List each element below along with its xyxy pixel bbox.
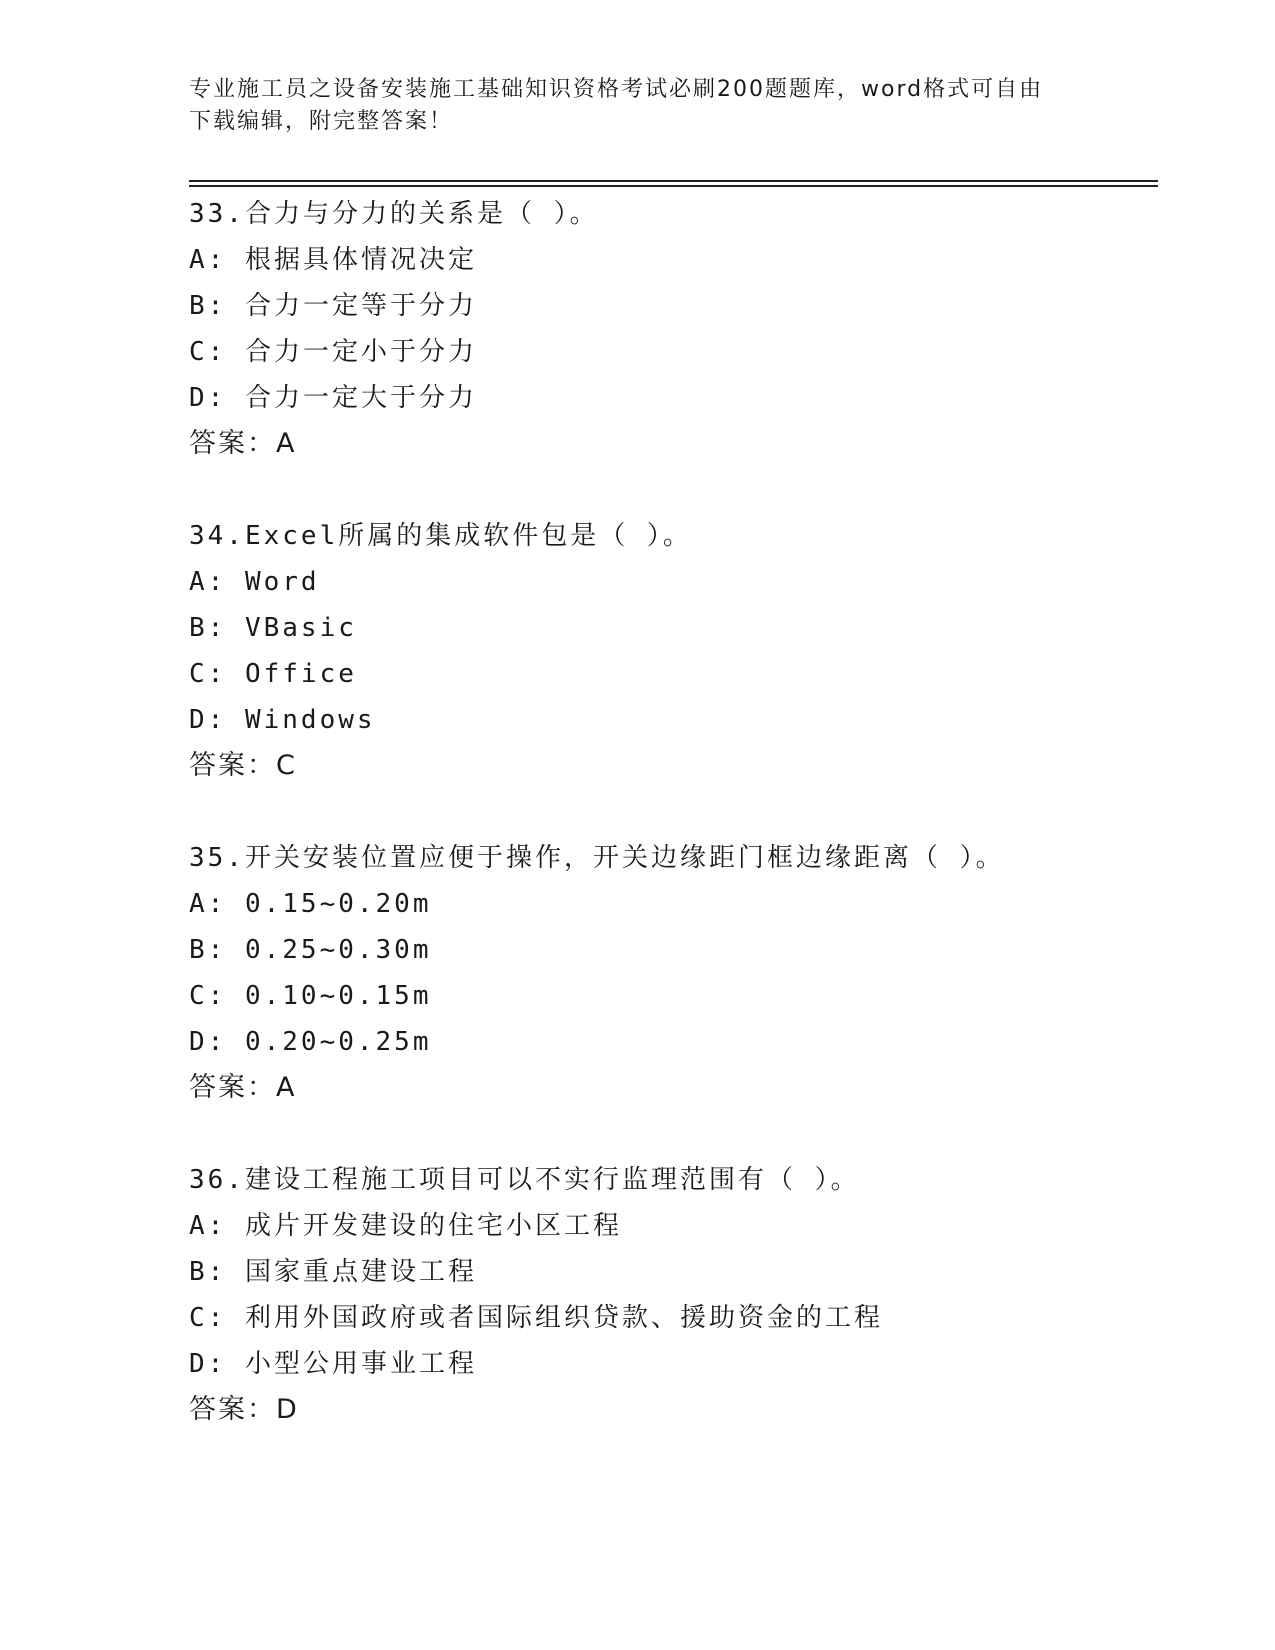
option-a: A: Word <box>189 567 320 597</box>
answer: 答案：A <box>189 1072 297 1103</box>
option-c: C: 0.10~0.15m <box>189 981 432 1011</box>
option-c: C: 利用外国政府或者国际组织贷款、援助资金的工程 <box>189 1303 883 1333</box>
answer: 答案：C <box>189 750 297 781</box>
question-text: 35.开关安装位置应便于操作，开关边缘距门框边缘距离（ ）。 <box>189 843 1005 873</box>
option-c: C: 合力一定小于分力 <box>189 337 477 367</box>
question-36 <box>189 1157 1158 1433</box>
option-c: C: Office <box>189 659 357 689</box>
option-b: B: 国家重点建设工程 <box>189 1257 477 1287</box>
question-text: 36.建设工程施工项目可以不实行监理范围有（ ）。 <box>189 1165 860 1195</box>
option-a: A: 根据具体情况决定 <box>189 245 477 275</box>
header-line-2: 下载编辑，附完整答案！ <box>189 109 454 134</box>
option-d: D: 小型公用事业工程 <box>189 1349 477 1379</box>
document-header <box>189 74 1089 138</box>
option-a: A: 0.15~0.20m <box>189 889 432 919</box>
question-35 <box>189 835 1158 1111</box>
option-d: D: Windows <box>189 705 376 735</box>
header-divider-bottom <box>189 185 1158 187</box>
option-b: B: 合力一定等于分力 <box>189 291 477 321</box>
option-d: D: 合力一定大于分力 <box>189 383 477 413</box>
question-text: 34.Excel所属的集成软件包是（ ）。 <box>189 521 692 551</box>
header-divider-top <box>189 180 1158 182</box>
question-list <box>189 191 1158 1479</box>
option-a: A: 成片开发建设的住宅小区工程 <box>189 1211 622 1241</box>
option-b: B: VBasic <box>189 613 357 643</box>
header-line-1: 专业施工员之设备安装施工基础知识资格考试必刷200题题库，word格式可自由 <box>189 77 1044 102</box>
question-text: 33.合力与分力的关系是（ ）。 <box>189 199 599 229</box>
option-d: D: 0.20~0.25m <box>189 1027 432 1057</box>
question-34 <box>189 513 1158 789</box>
answer: 答案：D <box>189 1394 299 1425</box>
question-33 <box>189 191 1158 467</box>
answer: 答案：A <box>189 428 297 459</box>
option-b: B: 0.25~0.30m <box>189 935 432 965</box>
